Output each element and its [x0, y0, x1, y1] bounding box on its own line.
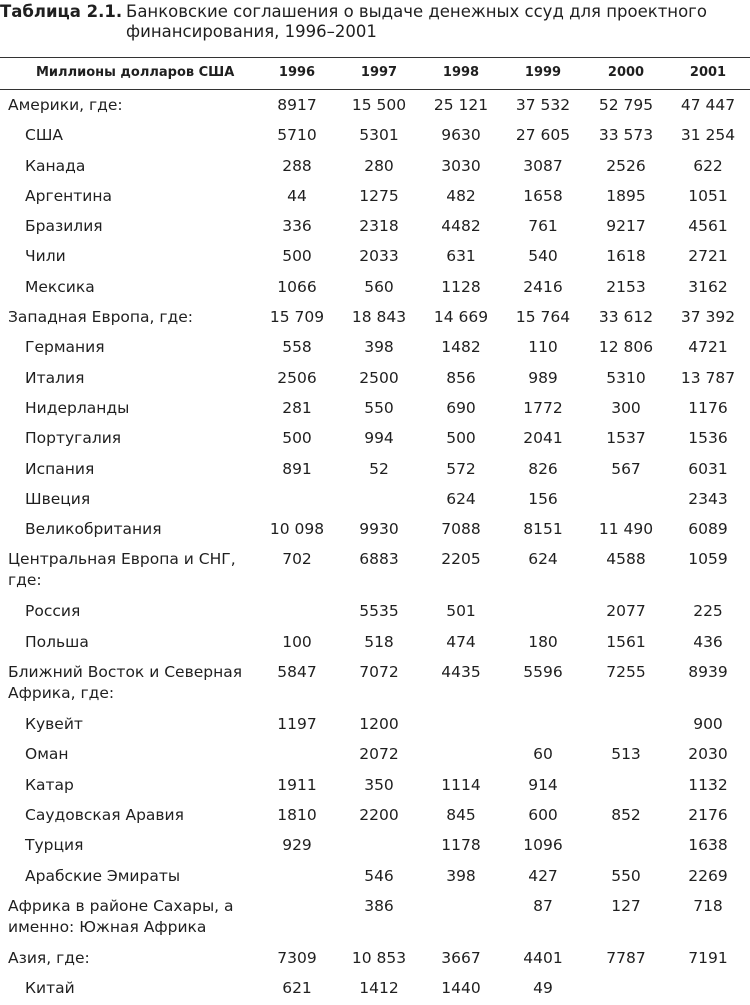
table-cell: 49 [533, 979, 553, 998]
table-row [0, 892, 750, 944]
table-cell: 15 500 [351, 96, 407, 114]
table-cell: 1440 [441, 979, 481, 998]
table-cell: 1096 [523, 836, 563, 855]
table-row [0, 862, 750, 892]
table-cell: 2343 [688, 489, 728, 508]
table-cell: 1114 [441, 775, 481, 794]
region-name: Азия, где: [8, 948, 90, 967]
table-cell: 225 [693, 602, 723, 621]
table-cell: 14 669 [433, 308, 489, 327]
year-header: 1996 [278, 65, 316, 80]
table-cell: 600 [528, 805, 558, 824]
table-cell: 1638 [688, 836, 728, 855]
table-cell: 989 [528, 368, 558, 387]
table-cell: 572 [446, 459, 476, 478]
table-cell: 1051 [688, 186, 728, 205]
table-cell: 900 [693, 715, 723, 734]
table-row [0, 121, 750, 151]
table-cell: 11 490 [598, 520, 654, 539]
table-cell: 1911 [277, 775, 317, 794]
table-cell: 501 [446, 602, 476, 621]
country-name: Великобритания [25, 520, 162, 539]
table-cell: 7191 [688, 948, 728, 967]
table-cell: 1772 [523, 398, 563, 417]
table-cell: 1178 [441, 836, 481, 855]
year-header: 1999 [524, 65, 562, 80]
table-cell: 2506 [277, 368, 317, 387]
region-name: Африка в районе Сахары, а именно: Южная Африка [8, 896, 234, 936]
country-name: Италия [25, 368, 85, 387]
table-cell: 2033 [359, 247, 399, 266]
table-cell: 44 [287, 186, 307, 205]
table-cell: 5596 [523, 663, 563, 682]
table-cell: 2077 [606, 602, 646, 621]
table-cell: 52 795 [598, 96, 654, 114]
table-cell: 60 [533, 745, 553, 764]
table-cell: 4401 [523, 948, 563, 967]
table-cell: 18 843 [351, 308, 407, 327]
table-cell: 3162 [688, 277, 728, 296]
country-name: Россия [25, 602, 81, 621]
table-cell: 845 [446, 805, 476, 824]
table-cell: 690 [446, 398, 476, 417]
table-cell: 7787 [606, 948, 646, 967]
table-cell: 7088 [441, 520, 481, 539]
table-cell: 7309 [277, 948, 317, 967]
table-row [0, 364, 750, 394]
table-cell: 3030 [441, 156, 481, 175]
table-cell: 3087 [523, 156, 563, 175]
header-rule [0, 89, 750, 90]
table-cell: 87 [533, 896, 553, 915]
year-header: 2001 [689, 65, 727, 80]
table-caption [0, 0, 750, 46]
table-cell: 4721 [688, 338, 728, 357]
table-cell: 500 [282, 429, 312, 448]
table-cell: 1482 [441, 338, 481, 357]
table-cell: 929 [282, 836, 312, 855]
table-cell: 15 709 [269, 308, 325, 327]
table-cell: 4561 [688, 217, 728, 236]
table-cell: 9630 [441, 126, 481, 145]
table-cell: 427 [528, 866, 558, 885]
table-cell: 2200 [359, 805, 399, 824]
table-row [0, 91, 750, 121]
year-header: 2000 [607, 65, 645, 80]
table-cell: 2205 [441, 550, 481, 569]
table-cell: 8151 [523, 520, 563, 539]
table-cell: 631 [446, 247, 476, 266]
table-cell: 25 121 [433, 96, 489, 114]
table-row [0, 303, 750, 333]
table-cell: 560 [364, 277, 394, 296]
table-row [0, 974, 750, 1004]
table-cell: 27 605 [515, 126, 571, 145]
table-cell: 156 [528, 489, 558, 508]
region-name: Америки, где: [8, 96, 123, 114]
table-cell: 10 853 [351, 948, 407, 967]
table-cell: 7072 [359, 663, 399, 682]
country-name: Турция [25, 836, 84, 855]
region-name: Центральная Европа и СНГ, где: [8, 550, 236, 590]
table-row [0, 801, 750, 831]
table-cell: 33 612 [598, 308, 654, 327]
table-cell: 500 [446, 429, 476, 448]
table-cell: 2072 [359, 745, 399, 764]
table-cell: 398 [364, 338, 394, 357]
table-cell: 624 [446, 489, 476, 508]
table-cell: 281 [282, 398, 312, 417]
table-cell: 994 [364, 429, 394, 448]
table-title: Банковские соглашения о выдаче денежных ссуд для проектного финансирования, 1996–2001 [126, 2, 707, 41]
table-number: Таблица 2.1. [0, 2, 123, 21]
country-name: Мексика [25, 277, 95, 296]
table-cell: 127 [611, 896, 641, 915]
table-cell: 280 [364, 156, 394, 175]
table-cell: 621 [282, 979, 312, 998]
table-cell: 336 [282, 217, 312, 236]
table-row [0, 944, 750, 974]
table-cell: 1810 [277, 805, 317, 824]
table-cell: 6031 [688, 459, 728, 478]
country-name: Бразилия [25, 217, 103, 236]
table-cell: 15 764 [515, 308, 571, 327]
table-cell: 1128 [441, 277, 481, 296]
table-cell: 1412 [359, 979, 399, 998]
table-cell: 100 [282, 632, 312, 651]
table-cell: 558 [282, 338, 312, 357]
table-body [0, 91, 750, 1004]
table-cell: 9217 [606, 217, 646, 236]
country-name: Швеция [25, 489, 91, 508]
table-cell: 1658 [523, 186, 563, 205]
table-cell: 622 [693, 156, 723, 175]
table-cell: 5310 [606, 368, 646, 387]
country-name: Канада [25, 156, 86, 175]
table-cell: 1059 [688, 550, 728, 569]
table-cell: 518 [364, 632, 394, 651]
country-name: Аргентина [25, 186, 112, 205]
country-name: Нидерланды [25, 398, 130, 417]
table-cell: 702 [282, 550, 312, 569]
table-cell: 2526 [606, 156, 646, 175]
table-row [0, 333, 750, 363]
table-cell: 300 [611, 398, 641, 417]
table-cell: 4482 [441, 217, 481, 236]
table-row [0, 658, 750, 710]
table-row [0, 710, 750, 740]
table-cell: 2500 [359, 368, 399, 387]
table-cell: 540 [528, 247, 558, 266]
table-row [0, 242, 750, 272]
unit-label: Миллионы долларов США [36, 65, 235, 80]
top-rule [0, 57, 750, 58]
table-cell: 386 [364, 896, 394, 915]
country-name: Чили [25, 247, 66, 266]
table-row [0, 212, 750, 242]
table-cell: 2041 [523, 429, 563, 448]
country-name: Германия [25, 338, 105, 357]
table-row [0, 740, 750, 770]
table-cell: 5847 [277, 663, 317, 682]
table-cell: 567 [611, 459, 641, 478]
table-cell: 398 [446, 866, 476, 885]
table-cell: 12 806 [598, 338, 654, 357]
table-cell: 2416 [523, 277, 563, 296]
table-header [0, 60, 750, 88]
table-cell: 4588 [606, 550, 646, 569]
table-cell: 1561 [606, 632, 646, 651]
table-cell: 5535 [359, 602, 399, 621]
table-cell: 1197 [277, 715, 317, 734]
table-cell: 1537 [606, 429, 646, 448]
country-name: Польша [25, 632, 89, 651]
country-name: Португалия [25, 429, 122, 448]
table-row [0, 628, 750, 658]
table-cell: 500 [282, 247, 312, 266]
table-cell: 6089 [688, 520, 728, 539]
table-cell: 1275 [359, 186, 399, 205]
table-row [0, 771, 750, 801]
table-cell: 856 [446, 368, 476, 387]
table-cell: 37 532 [515, 96, 571, 114]
country-name: Арабские Эмираты [25, 866, 181, 885]
table-cell: 2318 [359, 217, 399, 236]
table-cell: 37 392 [680, 308, 736, 327]
table-cell: 288 [282, 156, 312, 175]
table-cell: 1132 [688, 775, 728, 794]
table-row [0, 515, 750, 545]
table-cell: 1176 [688, 398, 728, 417]
country-name: Саудовская Аравия [25, 805, 184, 824]
table-cell: 1066 [277, 277, 317, 296]
country-name: США [25, 126, 64, 145]
country-name: Оман [25, 745, 69, 764]
table-row [0, 182, 750, 212]
region-name: Ближний Восток и Северная Африка, где: [8, 663, 243, 703]
table-cell: 2721 [688, 247, 728, 266]
table-row [0, 831, 750, 861]
table-cell: 914 [528, 775, 558, 794]
table-cell: 550 [611, 866, 641, 885]
table-cell: 624 [528, 550, 558, 569]
table-cell: 5301 [359, 126, 399, 145]
table-cell: 2153 [606, 277, 646, 296]
table-cell: 826 [528, 459, 558, 478]
year-header: 1998 [442, 65, 480, 80]
table-cell: 436 [693, 632, 723, 651]
country-name: Катар [25, 775, 74, 794]
table-row [0, 394, 750, 424]
table-cell: 2269 [688, 866, 728, 885]
table-cell: 13 787 [680, 368, 736, 387]
table-cell: 5710 [277, 126, 317, 145]
table-cell: 4435 [441, 663, 481, 682]
table-cell: 2176 [688, 805, 728, 824]
table-cell: 47 447 [680, 96, 736, 114]
table-cell: 891 [282, 459, 312, 478]
table-cell: 513 [611, 745, 641, 764]
table-cell: 9930 [359, 520, 399, 539]
table-cell: 110 [528, 338, 558, 357]
table-cell: 546 [364, 866, 394, 885]
table-row [0, 424, 750, 454]
table-cell: 6883 [359, 550, 399, 569]
table-cell: 7255 [606, 663, 646, 682]
table-cell: 1536 [688, 429, 728, 448]
table-cell: 350 [364, 775, 394, 794]
table-cell: 8939 [688, 663, 728, 682]
table-row [0, 485, 750, 515]
table-cell: 718 [693, 896, 723, 915]
table-row [0, 597, 750, 627]
table-cell: 852 [611, 805, 641, 824]
table-cell: 10 098 [269, 520, 325, 539]
country-name: Китай [25, 979, 75, 998]
table-cell: 474 [446, 632, 476, 651]
table-cell: 8917 [277, 96, 317, 114]
table-cell: 3667 [441, 948, 481, 967]
table-cell: 1200 [359, 715, 399, 734]
table-cell: 550 [364, 398, 394, 417]
table-cell: 31 254 [680, 126, 736, 145]
table-cell: 180 [528, 632, 558, 651]
table-row [0, 455, 750, 485]
country-name: Кувейт [25, 715, 83, 734]
year-header: 1997 [360, 65, 398, 80]
table-row [0, 152, 750, 182]
table-cell: 482 [446, 186, 476, 205]
table-cell: 1895 [606, 186, 646, 205]
country-name: Испания [25, 459, 95, 478]
region-name: Западная Европа, где: [8, 308, 194, 327]
table-cell: 52 [369, 459, 389, 478]
table-cell: 2030 [688, 745, 728, 764]
table-cell: 33 573 [598, 126, 654, 145]
table-row [0, 545, 750, 597]
table-cell: 1618 [606, 247, 646, 266]
table-cell: 761 [528, 217, 558, 236]
table-row [0, 273, 750, 303]
